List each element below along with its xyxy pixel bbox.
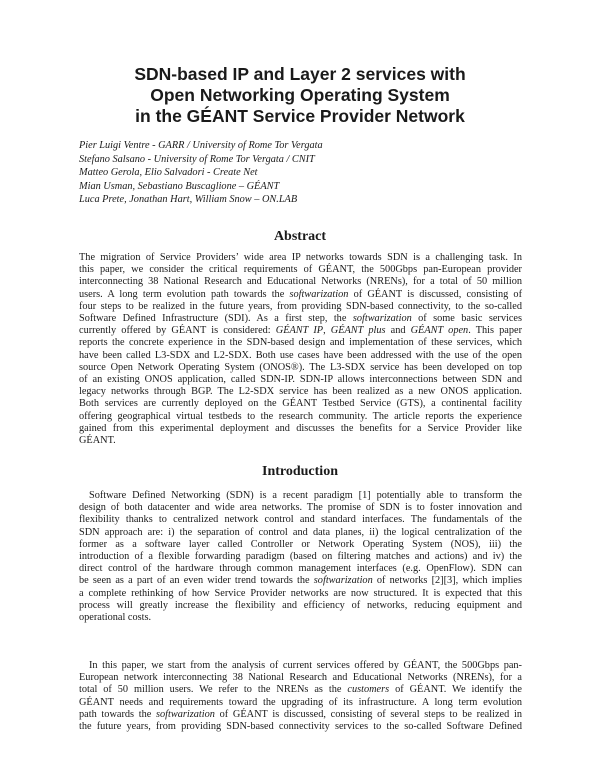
author-line: Matteo Gerola, Elio Salvadori - Create Net <box>79 167 258 179</box>
introduction-heading: Introduction <box>262 464 338 479</box>
text-line: GÉANT. <box>79 435 116 447</box>
title-line: Open Networking Operating System <box>150 85 450 105</box>
text-line: Both services are currently deployed on the GÉANT Testbed Service (GTS), a continental facility <box>79 398 522 410</box>
text-line: design of both datacenter and wide area networks. The promise of SDN is to foster innovation and <box>79 502 522 514</box>
text-line: the future years, from providing SDN-based connectivity services to the so-called Software Defined <box>79 721 522 733</box>
text-line: currently offered by GÉANT is considered: GÉANT IP, GÉANT plus and GÉANT open. This paper <box>79 325 523 337</box>
text-line: European network interconnecting 38 National Research and Educational Networks (NRENs), for a <box>79 672 522 684</box>
author-list <box>79 139 519 207</box>
text-line: process will greatly increase the flexibility and efficiency of networks, reducing equipment and <box>79 599 522 611</box>
abstract-body <box>79 252 522 447</box>
text-line: be seen as a part of an even wider trend towards the softwarization of networks [2][3], which implies <box>79 575 523 587</box>
text-line: The migration of Service Providers’ wide area IP networks towards SDN is a challenging task. In <box>79 252 522 263</box>
text-line: have been called L3-SDX and L2-SDX. Both use cases have been addressed with the use of the open <box>79 349 522 361</box>
author-line: Mian Usman, Sebastiano Buscaglione – GÉANT <box>79 180 280 192</box>
introduction-paragraph-2 <box>79 660 522 733</box>
text-line: source Open Network Operating System (ONOS®). The L3-SDX service has been developed on top <box>79 361 522 373</box>
author-line: Luca Prete, Jonathan Hart, William Snow – ON.LAB <box>79 194 298 206</box>
title-line: in the GÉANT Service Provider Network <box>135 106 465 126</box>
text-line: four steps to be realized in the future years, from providing SDN-based connectivity, to the so-called <box>79 300 522 312</box>
text-line: of an existing ONOS application, called SDN-IP. SDN-IP allows interconnections between SDN and <box>79 374 522 386</box>
text-line: Software Defined Networking (SDN) is a recent paradigm [1] potentially able to transform the <box>89 490 522 501</box>
text-line: a complete rethinking of how Service Provider networks are now structured. It is expected that this <box>79 587 522 599</box>
text-line: total of 50 million users. We refer to the NRENs as the customers of GÉANT. We identify the <box>79 684 522 696</box>
text-line: offering geographical virtual testbeds to the research community. The article reports the experience <box>79 410 522 422</box>
paper-title <box>60 64 540 127</box>
text-line: former as a software layer called Controller or Network Operating System (NOS), iii) the <box>79 538 522 550</box>
text-line: interconnecting 38 National Research and Educational Networks (NRENs), for a total of 50 million <box>79 276 522 288</box>
author-line: Pier Luigi Ventre - GARR / University of Rome Tor Vergata <box>79 140 323 151</box>
text-line: In this paper, we start from the analysis of current services offered by GÉANT, the 500Gbps pan- <box>89 660 522 671</box>
abstract-heading: Abstract <box>273 229 327 244</box>
text-line: SDN approach are: i) the separation of control and data planes, ii) the logical centralization of the <box>79 526 522 538</box>
text-line: direct control of the hardware through common management interfaces (e.g. OpenFlow). SDN can <box>79 563 522 575</box>
text-line: operational costs. <box>79 612 152 624</box>
text-line: path towards the softwarization of GÉANT is discussed, consisting of several steps to be realized in <box>79 708 522 720</box>
text-line: legacy networks through BGP. The L2-SDX service has been realized as a new ONOS application. <box>79 386 522 398</box>
text-line: introduction of a flexible forwarding paradigm (based on filtering matches and actions) and iv) the <box>79 551 522 563</box>
title-line: SDN-based IP and Layer 2 services with <box>134 64 466 84</box>
text-line: flexibility thanks to centralized network control and standard interfaces. The fundamentals of the <box>79 514 522 526</box>
text-line: users. A long term evolution path towards the softwarization of GÉANT is discussed, consisting of <box>79 288 522 300</box>
text-line: gained from this experimental deployment and discusses the benefits for a Service Provider like <box>79 422 522 434</box>
author-line: Stefano Salsano - University of Rome Tor Vergata / CNIT <box>79 153 315 165</box>
text-line: Software Defined Infrastructure (SDI). As a first step, the softwarization of some basic services <box>79 313 523 325</box>
introduction-paragraph-1 <box>79 490 522 624</box>
text-line: GÉANT needs and requirements toward the upgrading of its infrastructure. A long term evolution <box>79 696 522 708</box>
text-line: this paper, we consider the critical requirements of GÉANT, the 500Gbps pan-European provider <box>79 264 522 276</box>
text-line: reports the concrete experience in the SDN-based design and implementation of these services, which <box>79 337 522 349</box>
